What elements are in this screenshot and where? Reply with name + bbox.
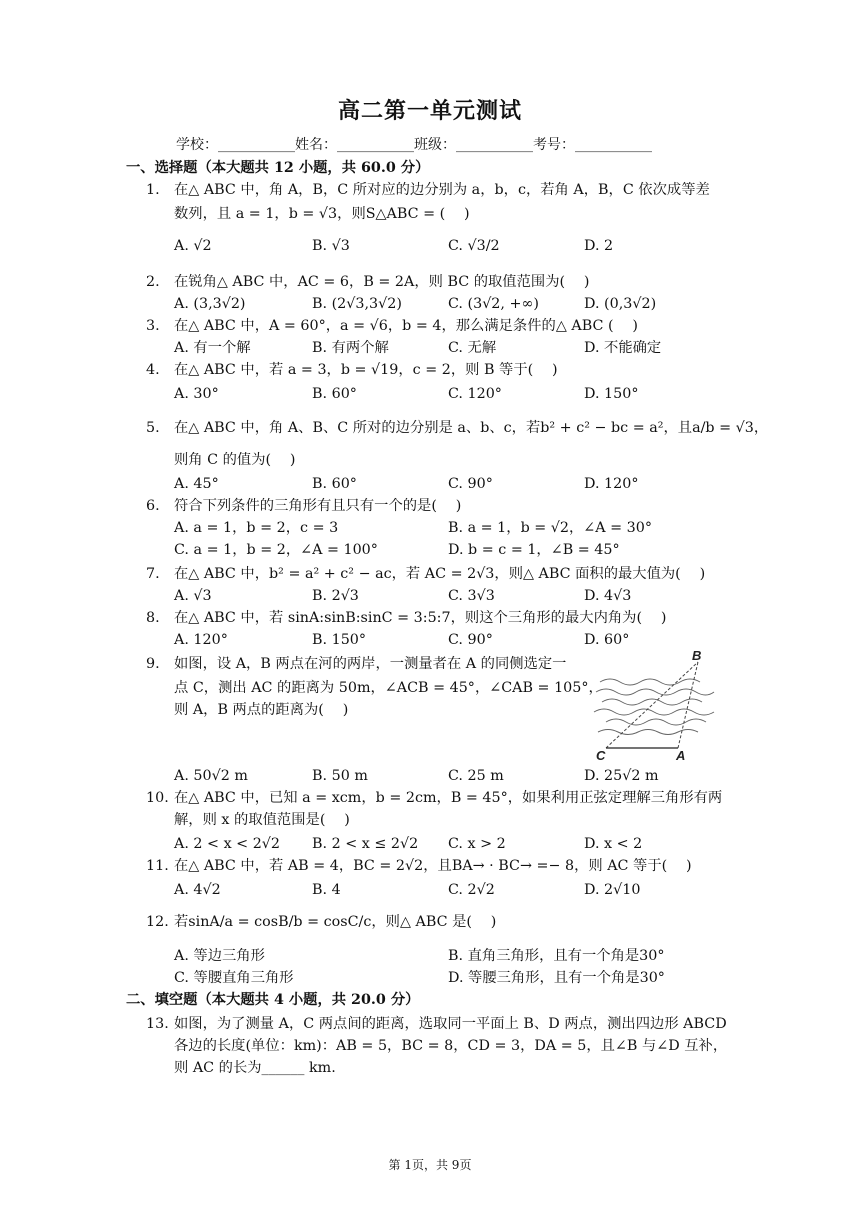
question-text: 在△ ABC 中，若 AB = 4，BC = 2√2，且BA→ · BC→ =− 8，则 AC 等于( ) (174, 858, 692, 874)
option-a: A. 等边三角形 (174, 948, 265, 964)
question-text: 在△ ABC 中，A = 60°，a = √6，b = 4，那么满足条件的△ ABC ( ) (174, 318, 638, 334)
question-number: 8. (146, 610, 160, 626)
option-a: A. 30° (174, 386, 219, 402)
option-a: A. 有一个解 (174, 340, 251, 356)
option-d: D. 60° (584, 632, 630, 648)
option-b: B. 2√3 (312, 588, 359, 604)
option-c: C. 3√3 (448, 588, 495, 604)
option-b: B. 150° (312, 632, 367, 648)
question-number: 2. (146, 274, 160, 290)
question-text: 若sinA/a = cosB/b = cosC/c，则△ ABC 是( ) (174, 914, 497, 930)
option-d: D. 2√10 (584, 882, 641, 898)
question-text: 如图，为了测量 A，C 两点间的距离，选取同一平面上 B、D 两点，测出四边形 ABCD (174, 1016, 727, 1032)
point-c-label: C (596, 748, 606, 763)
option-b: B. 2 < x ≤ 2√2 (312, 836, 419, 852)
question-text: 在△ ABC 中，角 A，B，C 所对应的边分别为 a，b，c，若角 A，B，C 依次成等差 (174, 182, 710, 198)
question-number: 1. (146, 182, 160, 198)
option-c: C. 等腰直角三角形 (174, 970, 294, 986)
option-c: C. x > 2 (448, 836, 506, 852)
option-d: D. 4√3 (584, 588, 632, 604)
question-text: 在△ ABC 中，角 A、B、C 所对的边分别是 a、b、c，若b² + c² − bc = a²，且a/b = √3， (174, 420, 769, 436)
option-b: B. 60° (312, 476, 357, 492)
option-d: D. x < 2 (584, 836, 643, 852)
option-d: D. (0,3√2) (584, 296, 657, 312)
question-number: 13. (146, 1016, 169, 1032)
page-footer: 第 1页，共 9页 (388, 1158, 472, 1172)
option-c: C. (3√2, +∞) (448, 296, 539, 312)
question-text: 则 A，B 两点的距离为( ) (174, 702, 349, 718)
option-d: D. 150° (584, 386, 639, 402)
student-info-line: 学校：___________姓名：___________班级：___________考号：___________ (176, 137, 652, 153)
question-text: 则角 C 的值为( ) (174, 452, 296, 468)
question-text: 各边的长度(单位：km)：AB = 5，BC = 8，CD = 3，DA = 5，且∠B 与∠D 互补， (174, 1038, 728, 1054)
option-a: A. a = 1，b = 2，c = 3 (174, 520, 339, 536)
question-number: 7. (146, 566, 160, 582)
option-a: A. 4√2 (174, 882, 221, 898)
question-number: 12. (146, 914, 169, 930)
option-b: B. a = 1，b = √2，∠A = 30° (448, 520, 653, 536)
option-a: A. (3,3√2) (174, 296, 246, 312)
question-number: 10. (146, 790, 169, 806)
question-text: 数列，且 a = 1，b = √3，则S△ABC = ( ) (174, 206, 470, 222)
option-b: B. 50 m (312, 768, 368, 784)
option-c: C. 无解 (448, 340, 497, 356)
option-c: C. 25 m (448, 768, 504, 784)
question-text: 在△ ABC 中，已知 a = xcm，b = 2cm，B = 45°，如果利用正弦定理解三角形有两 (174, 790, 723, 806)
question-number: 11. (146, 858, 169, 874)
question-text: 则 AC 的长为______ km. (174, 1060, 336, 1076)
question-number: 6. (146, 498, 160, 514)
option-a: A. 2 < x < 2√2 (174, 836, 281, 852)
option-c: C. 120° (448, 386, 502, 402)
option-b: B. 直角三角形，且有一个角是30° (448, 948, 665, 964)
option-b: B. 60° (312, 386, 357, 402)
question-text: 如图，设 A，B 两点在河的两岸，一测量者在 A 的同侧选定一 (174, 656, 567, 672)
question-text: 在锐角△ ABC 中，AC = 6，B = 2A，则 BC 的取值范围为( ) (174, 274, 590, 290)
option-c: C. 90° (448, 632, 493, 648)
option-b: B. 有两个解 (312, 340, 389, 356)
question-text: 解，则 x 的取值范围是( ) (174, 812, 350, 828)
page-title: 高二第一单元测试 (337, 98, 522, 124)
point-a-label: A (676, 748, 686, 763)
question-number: 9. (146, 656, 160, 672)
option-c: C. √3/2 (448, 238, 500, 254)
option-b: B. (2√3,3√2) (312, 296, 402, 312)
section-heading-fill: 二、填空题（本大题共 4 小题，共 20.0 分） (126, 992, 420, 1008)
option-a: A. 50√2 m (174, 768, 248, 784)
question-number: 3. (146, 318, 160, 334)
question-text: 在△ ABC 中，b² = a² + c² − ac，若 AC = 2√3，则△ ABC 面积的最大值为( ) (174, 566, 706, 582)
question-text: 在△ ABC 中，若 sinA:sinB:sinC = 3:5:7，则这个三角形的最大内角为( ) (174, 610, 667, 626)
question-text: 在△ ABC 中，若 a = 3，b = √19，c = 2，则 B 等于( ) (174, 362, 558, 378)
option-a: A. 45° (174, 476, 219, 492)
option-d: D. 不能确定 (584, 340, 662, 356)
option-c: C. 90° (448, 476, 493, 492)
section-heading-choice: 一、选择题（本大题共 12 小题，共 60.0 分） (126, 160, 430, 176)
question-text: 符合下列条件的三角形有且只有一个的是( ) (174, 498, 462, 514)
question-text: 点 C，测出 AC 的距离为 50m，∠ACB = 45°，∠CAB = 105°， (174, 680, 603, 696)
option-a: A. √2 (174, 238, 212, 254)
river-diagram (592, 648, 720, 766)
option-c: C. 2√2 (448, 882, 495, 898)
question-number: 4. (146, 362, 160, 378)
option-a: A. √3 (174, 588, 212, 604)
option-d: D. b = c = 1，∠B = 45° (448, 542, 620, 558)
option-d: D. 2 (584, 238, 614, 254)
option-d: D. 等腰三角形，且有一个角是30° (448, 970, 665, 986)
option-b: B. √3 (312, 238, 350, 254)
option-c: C. a = 1，b = 2，∠A = 100° (174, 542, 378, 558)
option-a: A. 120° (174, 632, 228, 648)
option-d: D. 120° (584, 476, 639, 492)
option-b: B. 4 (312, 882, 341, 898)
question-number: 5. (146, 420, 160, 436)
option-d: D. 25√2 m (584, 768, 659, 784)
point-b-label: B (692, 648, 702, 663)
